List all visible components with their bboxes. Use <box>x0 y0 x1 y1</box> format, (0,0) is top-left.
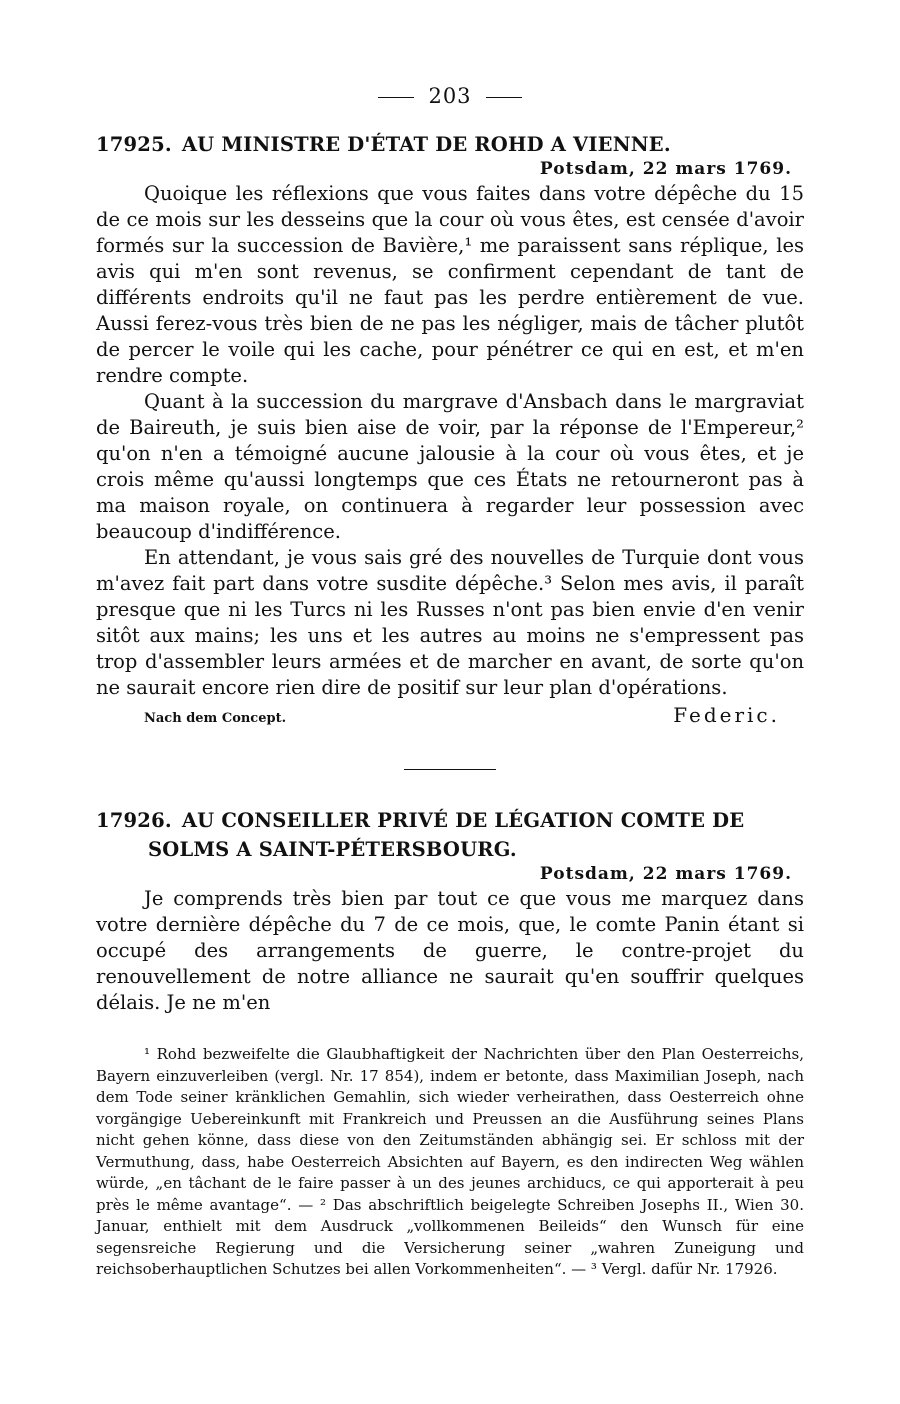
letter2-heading <box>96 806 804 864</box>
letter1-heading <box>96 130 804 159</box>
page-number: 203 <box>428 84 472 108</box>
page-number-line <box>96 84 804 108</box>
footnote-text: ¹ Rohd bezweifelte die Glaubhaftigkeit der Nachrichten über den Plan Oesterreichs, Bayern einzuverleiben (vergl. Nr. 17 854), indem er betonte, dass Maximilian Joseph, nach dem Tode seiner kränklichen Gemahlin, sich wieder verheirathen, dass Oesterreich ohne vorgängige Uebereinkunft mit Frankreich und Preussen an die Ausführung seines Plans nicht gehen könne, dass diese von den Zeitumständen abhängig sei. Er schloss mit der Vermuthung, dass, habe Oesterreich Absichten auf Bayern, es den indirecten Weg wählen würde, „en tâchant de le faire passer à un des jeunes archiducs, ce qui apporterait à peu près le même avantage“. — ² Das abschriftlich beigelegte Schreiben Josephs II., Wien 30. Januar, enthielt mit dem Ausdruck „vollkommenen Beileids“ den Wunsch für eine segensreiche Regierung und die Versicherung seiner „wahren Zuneigung und reichsoberhauptlichen Schutzes bei allen Vorkommenheiten“. — ³ Vergl. dafür Nr. 17926. <box>96 1045 804 1278</box>
footnotes <box>96 1044 804 1281</box>
page-body <box>96 84 804 1016</box>
letter1-title: AU MINISTRE D'ÉTAT DE ROHD A VIENNE. <box>181 133 671 156</box>
letter1-paragraph-1: Quoique les réflexions que vous faites dans votre dépêche du 15 de ce mois sur les desseins que la cour où vous êtes, est censée d'avoir formés sur la succession de Bavière,¹ me paraissent sans réplique, les avis qui m'en sont revenus, se confirment cependant de tant de différents endroits qu'il ne faut pas les perdre entièrement de vue. Aussi ferez-vous très bien de ne pas les négliger, mais de tâcher plutôt de percer le voile qui les cache, pour pénétrer ce qui en est, et m'en rendre compte. <box>96 182 804 387</box>
letter1-number: 17925. <box>96 133 172 156</box>
letter1-closing <box>96 703 804 727</box>
letter2-dateline: Potsdam, 22 mars 1769. <box>539 864 792 884</box>
section-divider <box>404 769 496 770</box>
letter2-paragraph-1: Je comprends très bien par tout ce que vous me marquez dans votre dernière dépêche du 7 de ce mois, que, le comte Panin étant si occupé des arrangements de guerre, le contre-projet du renouvellement de notre alliance ne saurait qu'en souffrir quelques délais. Je ne m'en <box>96 887 804 1014</box>
letter1-signature: Federic. <box>673 703 780 727</box>
letter1-source: Nach dem Concept. <box>144 711 287 726</box>
letter2-title: AU CONSEILLER PRIVÉ DE LÉGATION COMTE DE SOLMS A SAINT-PÉTERSBOURG. <box>148 809 745 861</box>
letter1-dateline: Potsdam, 22 mars 1769. <box>539 159 792 179</box>
letter1-paragraph-3: En attendant, je vous sais gré des nouvelles de Turquie dont vous m'avez fait part dans votre susdite dépêche.³ Selon mes avis, il paraît presque que ni les Turcs ni les Russes n'ont pas bien envie d'en venir sitôt aux mains; les uns et les autres au moins ne s'empressent pas trop d'assembler leurs armées et de marcher en avant, de sorte qu'on ne saurait encore rien dire de positif sur leur plan d'opérations. <box>96 546 804 699</box>
dash-left <box>378 97 414 98</box>
dash-right <box>486 97 522 98</box>
letter1-paragraph-2: Quant à la succession du margrave d'Ansbach dans le margraviat de Baireuth, je suis bien aise de voir, par la réponse de l'Empereur,² qu'on n'en a témoigné aucune jalousie à la cour où vous êtes, et je crois même qu'aussi longtemps que ces États ne retourneront pas à ma maison royale, on continuera à regarder leur possession avec beaucoup d'indifférence. <box>96 390 804 543</box>
letter2-number: 17926. <box>96 809 172 832</box>
